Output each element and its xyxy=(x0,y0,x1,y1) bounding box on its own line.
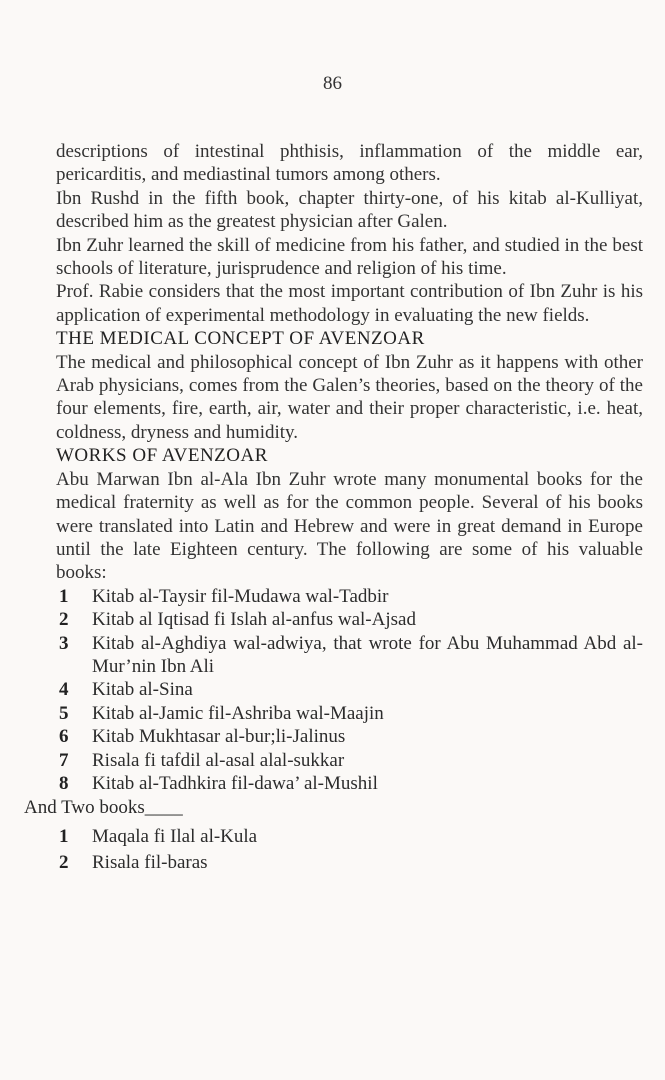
list-item-number: 2 xyxy=(59,609,69,631)
list-item xyxy=(56,772,643,795)
section-heading-concept: THE MEDICAL CONCEPT OF AVENZOAR xyxy=(56,328,425,350)
books-list xyxy=(56,585,643,796)
list-item-title: Risala fi tafdil al-asal alal-sukkar xyxy=(92,749,345,771)
two-books-list xyxy=(56,824,643,876)
list-item xyxy=(56,608,643,631)
intro-paragraph: Ibn Zuhr learned the skill of medicine from his father, and studied in the best schools of literature, jurisprudence and religion of his time. xyxy=(56,234,643,280)
page-content xyxy=(24,140,643,876)
list-item xyxy=(56,585,643,608)
list-item-number: 2 xyxy=(59,851,69,873)
list-item xyxy=(56,749,643,772)
page-number: 86 xyxy=(323,73,342,94)
list-item-title: Risala fil-baras xyxy=(92,851,208,873)
list-item-number: 4 xyxy=(59,679,69,701)
list-item xyxy=(56,824,643,850)
concept-paragraph: The medical and philosophical concept of Ibn Zuhr as it happens with other Arab physicians, comes from the Galen’s theories, based on the theory of the four elements, fire, earth, air, water and their proper characteristic, i.e. heat, coldness, dryness and humidity. xyxy=(56,351,643,443)
list-item-number: 8 xyxy=(59,772,69,794)
list-item-title: Kitab al-Jamic fil-Ashriba wal-Maajin xyxy=(92,702,384,724)
list-item xyxy=(56,632,643,679)
list-item-number: 1 xyxy=(59,825,69,847)
list-item xyxy=(56,850,643,876)
section-heading-works: WORKS OF AVENZOAR xyxy=(56,445,268,467)
list-item-number: 7 xyxy=(59,749,69,771)
works-paragraph: Abu Marwan Ibn al-Ala Ibn Zuhr wrote many monumental books for the medical fraternity as well as for the common people. Several of his books were translated into Latin and Hebrew and were in great demand in Europe until the late Eighteen century. The following are some of his valuable books: xyxy=(56,468,643,584)
list-item-number: 5 xyxy=(59,702,69,724)
intro-paragraph: Ibn Rushd in the fifth book, chapter thirty-one, of his kitab al-Kulliyat, described him as the greatest physician after Galen. xyxy=(56,187,643,233)
list-item xyxy=(56,725,643,748)
list-item-number: 3 xyxy=(59,632,69,654)
list-item-title: Kitab al-Taysir fil-Mudawa wal-Tadbir xyxy=(92,585,389,607)
intro-paragraph: descriptions of intestinal phthisis, inflammation of the middle ear, pericarditis, and mediastinal tumors among others. xyxy=(56,141,643,186)
list-item-number: 6 xyxy=(59,726,69,748)
list-item-title: Kitab al-Tadhkira fil-dawa’ al-Mushil xyxy=(92,772,378,794)
list-item-title: Kitab al Iqtisad fi Islah al-anfus wal-Ajsad xyxy=(92,609,416,631)
intro-paragraph: Prof. Rabie considers that the most important contribution of Ibn Zuhr is his application of experimental methodology in evaluating the new fields. xyxy=(56,281,643,326)
list-item-title: Kitab Mukhtasar al-bur;li-Jalinus xyxy=(92,726,346,748)
two-books-label: And Two books____ xyxy=(24,797,183,819)
list-item xyxy=(56,678,643,701)
list-item-title: Kitab al-Sina xyxy=(92,679,193,701)
list-item-title: Kitab al-Aghdiya wal-adwiya, that wrote for Abu Muhammad Abd al-Mur’nin Ibn Ali xyxy=(92,632,643,677)
list-item-title: Maqala fi Ilal al-Kula xyxy=(92,825,258,847)
list-item-number: 1 xyxy=(59,585,69,607)
list-item xyxy=(56,702,643,725)
